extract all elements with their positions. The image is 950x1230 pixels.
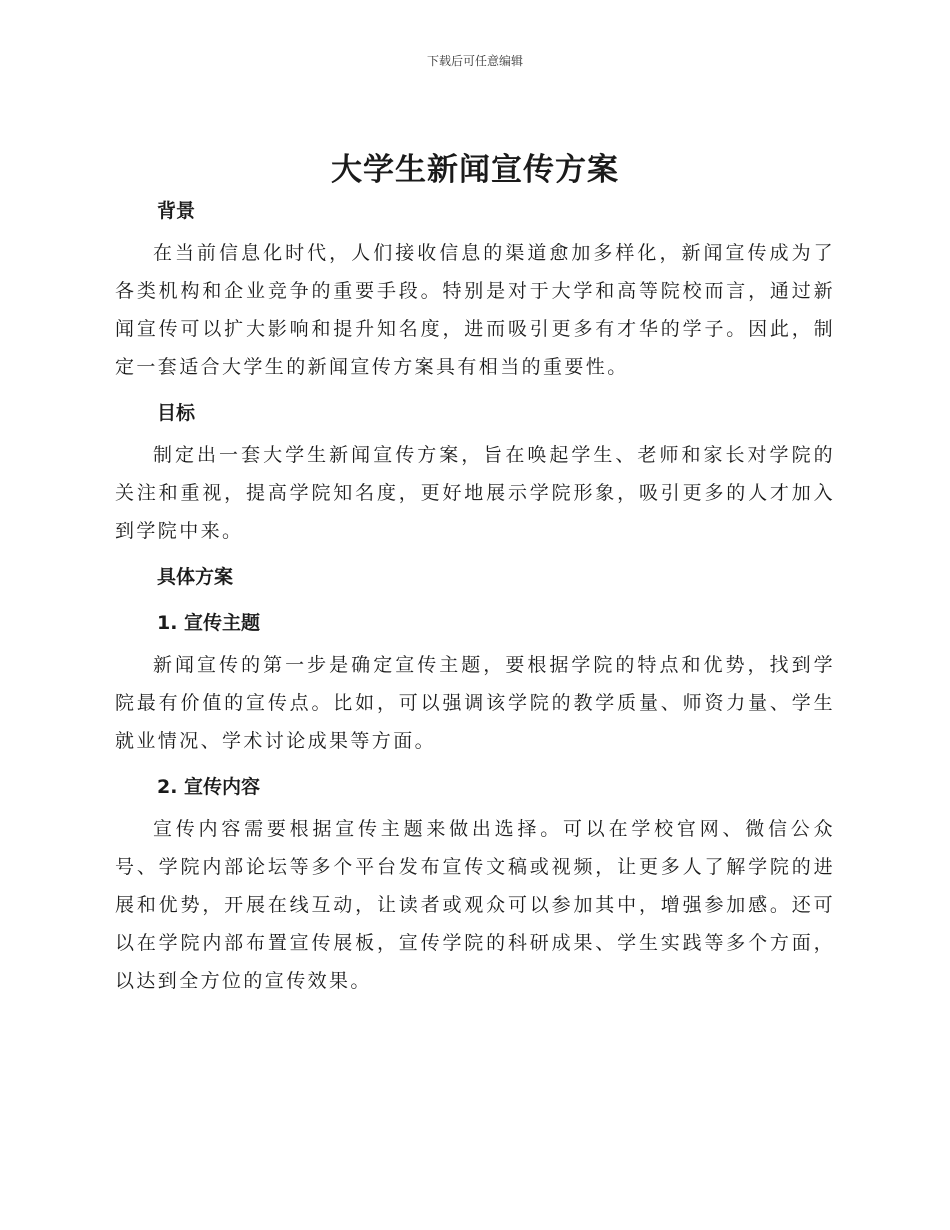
page-header-note: 下载后可任意编辑	[426, 54, 523, 68]
section-heading-plan: 具体方案	[157, 566, 234, 588]
document-body	[115, 192, 835, 1006]
subsection-paragraph-content: 宣传内容需要根据宣传主题来做出选择。可以在学校官网、微信公众号、学院内部论坛等多个平台发布宣传文稿或视频，让更多人了解学院的进展和优势，开展在线互动，让读者或观众可以参加其中，增强参加感。还可以在学院内部布置宣传展板，宣传学院的科研成果、学生实践等多个方面，以达到全方位的宣传效果。	[115, 818, 835, 992]
section-heading-background: 背景	[157, 200, 196, 222]
subsection-heading-content: 2. 宣传内容	[157, 776, 261, 798]
section-heading-goal: 目标	[157, 402, 196, 424]
section-paragraph-goal: 制定出一套大学生新闻宣传方案，旨在唤起学生、老师和家长对学院的关注和重视，提高学院知名度，更好地展示学院形象，吸引更多的人才加入到学院中来。	[115, 444, 835, 542]
section-paragraph-background: 在当前信息化时代，人们接收信息的渠道愈加多样化，新闻宣传成为了各类机构和企业竞争的重要手段。特别是对于大学和高等院校而言，通过新闻宣传可以扩大影响和提升知名度，进而吸引更多有才华的学子。因此，制定一套适合大学生的新闻宣传方案具有相当的重要性。	[115, 242, 835, 378]
subsection-heading-theme: 1. 宣传主题	[157, 612, 261, 634]
subsection-paragraph-theme: 新闻宣传的第一步是确定宣传主题，要根据学院的特点和优势，找到学院最有价值的宣传点。比如，可以强调该学院的教学质量、师资力量、学生就业情况、学术讨论成果等方面。	[115, 654, 835, 752]
document-title: 大学生新闻宣传方案	[331, 152, 619, 188]
